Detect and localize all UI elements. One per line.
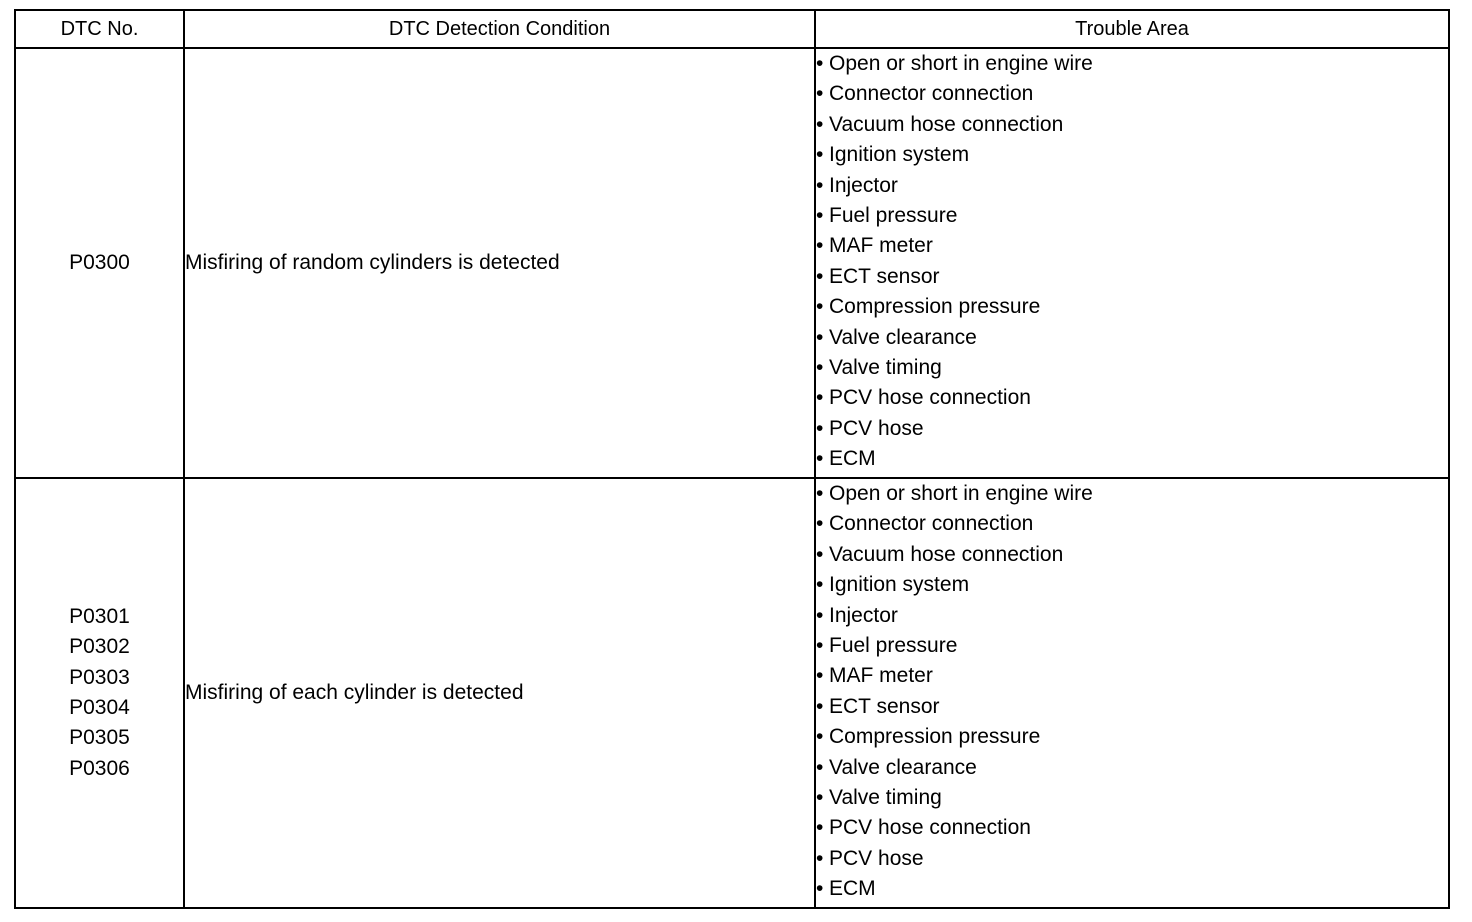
trouble-area-text: Fuel pressure: [829, 204, 958, 228]
header-detection-condition: DTC Detection Condition: [184, 10, 815, 48]
trouble-area-cell: [815, 478, 1449, 908]
trouble-area-text: Ignition system: [829, 573, 970, 597]
dtc-codes-cell: [15, 478, 184, 908]
list-item: [816, 140, 1448, 170]
trouble-area-text: Vacuum hose connection: [829, 112, 1064, 136]
bullet-icon: •: [816, 634, 824, 658]
bullet-icon: •: [816, 356, 824, 380]
list-item: [816, 414, 1448, 444]
detection-condition-cell: Misfiring of random cylinders is detected: [184, 48, 815, 478]
dtc-table: [14, 9, 1450, 909]
bullet-icon: •: [816, 542, 824, 566]
list-item: [816, 353, 1448, 383]
list-item: [816, 631, 1448, 661]
trouble-area-text: Valve timing: [829, 786, 942, 810]
trouble-area-text: Valve timing: [829, 356, 942, 380]
trouble-area-text: ECM: [829, 447, 876, 471]
dtc-code: P0300: [69, 250, 130, 274]
dtc-code: P0304: [69, 696, 130, 719]
list-item: [816, 661, 1448, 691]
list-item: [816, 49, 1448, 79]
list-item: [816, 292, 1448, 322]
trouble-area-cell: [815, 48, 1449, 478]
header-dtc-no: DTC No.: [15, 10, 184, 48]
trouble-area-text: Open or short in engine wire: [829, 52, 1093, 75]
header-trouble-area: Trouble Area: [815, 10, 1449, 48]
list-item: [816, 540, 1448, 570]
bullet-icon: •: [816, 482, 824, 505]
bullet-icon: •: [816, 416, 824, 440]
trouble-area-text: Injector: [829, 603, 898, 627]
list-item: [816, 262, 1448, 292]
list-item: [816, 753, 1448, 783]
table-row: [15, 478, 1449, 908]
dtc-code: P0302: [69, 635, 130, 659]
dtc-code: P0303: [69, 665, 130, 689]
dtc-codes-cell: [15, 48, 184, 478]
list-item: [816, 692, 1448, 722]
bullet-icon: •: [816, 234, 824, 258]
bullet-icon: •: [816, 786, 824, 810]
list-item: [816, 110, 1448, 140]
trouble-area-text: PCV hose: [829, 416, 924, 440]
trouble-area-text: Connector connection: [829, 82, 1034, 106]
trouble-area-text: ECM: [829, 877, 876, 901]
list-item: [816, 171, 1448, 201]
list-item: [816, 479, 1448, 509]
bullet-icon: •: [816, 295, 824, 319]
trouble-area-text: Valve clearance: [829, 325, 977, 349]
list-item: [816, 509, 1448, 539]
bullet-icon: •: [816, 204, 824, 228]
bullet-icon: •: [816, 512, 824, 536]
list-item: [816, 444, 1448, 474]
trouble-area-text: Compression pressure: [829, 725, 1041, 749]
bullet-icon: •: [816, 755, 824, 779]
dtc-code: P0301: [69, 604, 130, 628]
trouble-area-text: MAF meter: [829, 664, 933, 688]
list-item: [816, 201, 1448, 231]
list-item: [816, 231, 1448, 261]
bullet-icon: •: [816, 112, 824, 136]
trouble-area-text: Valve clearance: [829, 755, 977, 779]
list-item: [816, 570, 1448, 600]
table-row: [15, 48, 1449, 478]
bullet-icon: •: [816, 573, 824, 597]
list-item: [816, 813, 1448, 843]
bullet-icon: •: [816, 816, 824, 840]
list-item: [816, 601, 1448, 631]
bullet-icon: •: [816, 725, 824, 749]
bullet-icon: •: [816, 325, 824, 349]
bullet-icon: •: [816, 386, 824, 410]
list-item: [816, 844, 1448, 874]
bullet-icon: •: [816, 603, 824, 627]
trouble-area-text: Ignition system: [829, 143, 970, 167]
trouble-area-text: PCV hose connection: [829, 816, 1031, 840]
bullet-icon: •: [816, 664, 824, 688]
detection-condition-cell: Misfiring of each cylinder is detected: [184, 478, 815, 908]
bullet-icon: •: [816, 694, 824, 718]
bullet-icon: •: [816, 52, 824, 75]
bullet-icon: •: [816, 846, 824, 870]
bullet-icon: •: [816, 82, 824, 106]
trouble-area-list: [816, 49, 1448, 475]
bullet-icon: •: [816, 143, 824, 167]
trouble-area-text: Fuel pressure: [829, 634, 958, 658]
trouble-area-text: Vacuum hose connection: [829, 542, 1064, 566]
dtc-code: P0305: [69, 726, 130, 750]
list-item: [816, 722, 1448, 752]
trouble-area-text: ECT sensor: [829, 264, 940, 288]
list-item: [816, 79, 1448, 109]
dtc-code: P0306: [69, 756, 130, 780]
trouble-area-text: MAF meter: [829, 234, 933, 258]
bullet-icon: •: [816, 173, 824, 197]
bullet-icon: •: [816, 264, 824, 288]
trouble-area-text: Compression pressure: [829, 295, 1041, 319]
bullet-icon: •: [816, 447, 824, 471]
trouble-area-text: ECT sensor: [829, 694, 940, 718]
list-item: [816, 383, 1448, 413]
header-row: [15, 10, 1449, 48]
list-item: [816, 874, 1448, 904]
list-item: [816, 323, 1448, 353]
trouble-area-list: [816, 479, 1448, 905]
trouble-area-text: Open or short in engine wire: [829, 482, 1093, 505]
trouble-area-text: PCV hose: [829, 846, 924, 870]
list-item: [816, 783, 1448, 813]
bullet-icon: •: [816, 877, 824, 901]
trouble-area-text: PCV hose connection: [829, 386, 1031, 410]
trouble-area-text: Injector: [829, 173, 898, 197]
trouble-area-text: Connector connection: [829, 512, 1034, 536]
